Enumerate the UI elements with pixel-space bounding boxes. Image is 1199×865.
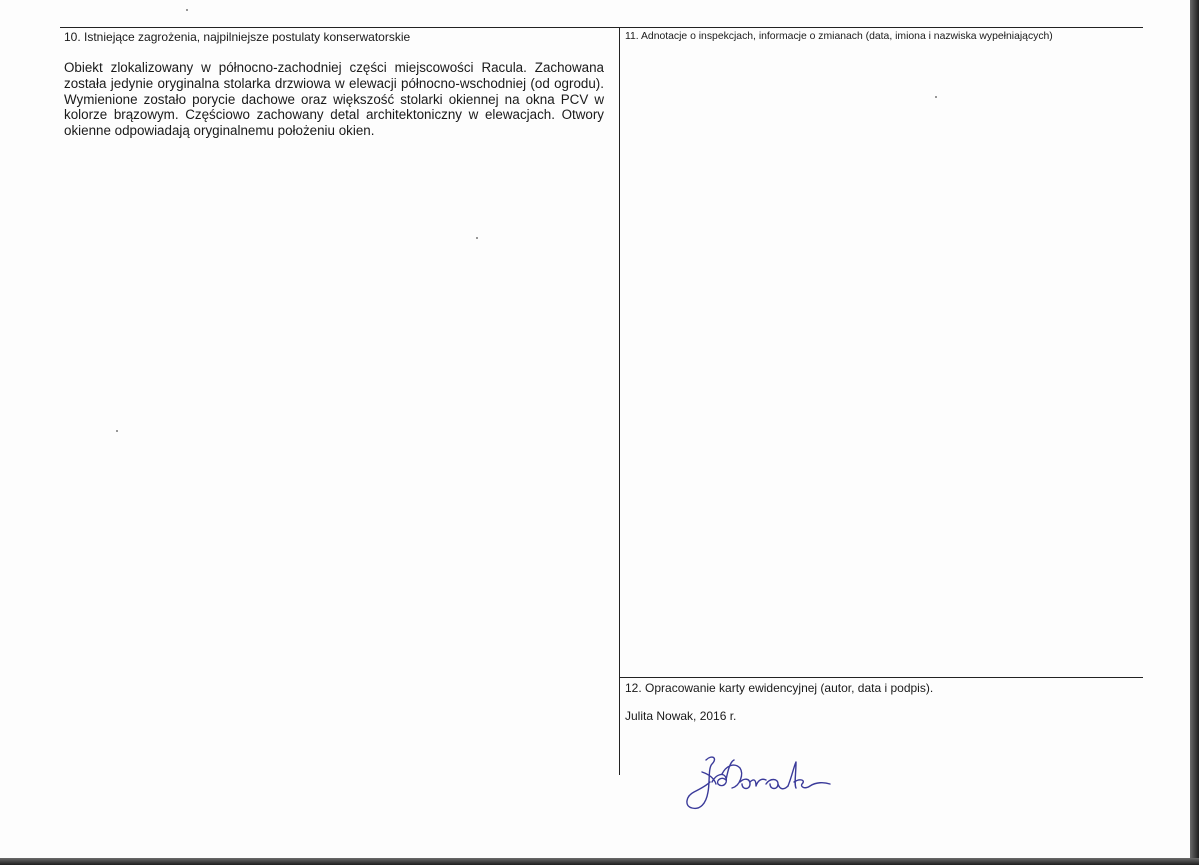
top-rule [60,27,1143,28]
scan-speck [935,96,937,98]
scan-speck [476,237,478,239]
author-date: Julita Nowak, 2016 r. [625,709,737,723]
handwritten-signature [682,752,842,816]
scan-speck [116,430,118,432]
section12-label: 12. Opracowanie karty ewidencyjnej (autor, data i podpis). [625,681,934,695]
section10-body: Obiekt zlokalizowany w północno-zachodniej części miejscowości Racula. Zachowana została jedynie oryginalna stolarka drzwiowa w elewacji północno-wschodniej (od ogrodu). Wymienione zostało porycie dachowe oraz większość stolarki okiennej na okna PCV w kolorze brązowym. Częściowo zachowany detal architektoniczny w elewacjach. Otwory okienne odpowiadają oryginalnemu położeniu okien. [64,60,604,139]
column-divider [619,27,620,775]
section10-label: 10. Istniejące zagrożenia, najpilniejsze postulaty konserwatorskie [64,30,411,44]
scan-edge-right [1190,0,1199,865]
scan-edge-bottom [0,858,1199,865]
scan-speck [186,9,188,11]
section12-rule [619,677,1143,678]
section11-label: 11. Adnotacje o inspekcjach, informacje o zmianach (data, imiona i nazwiska wypełniających) [625,31,1053,42]
